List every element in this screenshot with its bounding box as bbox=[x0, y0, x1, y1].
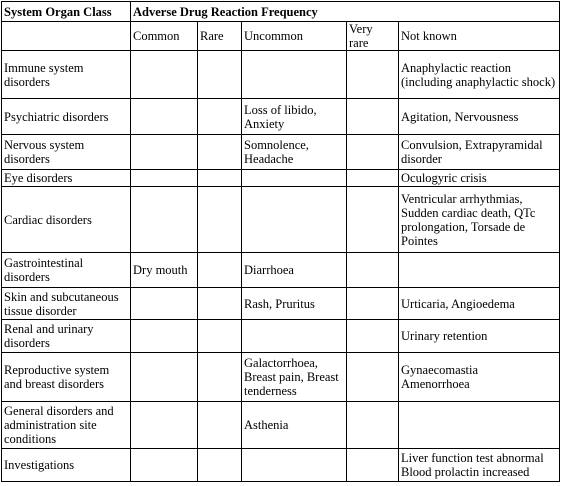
header-uncommon: Uncommon bbox=[242, 22, 347, 51]
very-rare-cell bbox=[347, 170, 399, 187]
common-cell bbox=[131, 135, 198, 170]
soc-cell: Immune system disorders bbox=[2, 51, 131, 99]
header-system-organ-class: System Organ Class bbox=[2, 2, 131, 22]
rare-cell bbox=[198, 320, 242, 353]
very-rare-cell bbox=[347, 320, 399, 353]
table-row bbox=[2, 99, 560, 135]
uncommon-cell bbox=[242, 187, 347, 253]
table-body bbox=[2, 51, 560, 482]
not-known-cell: Liver function test abnormal Blood prolactin increased bbox=[399, 449, 560, 482]
very-rare-cell bbox=[347, 253, 399, 288]
very-rare-cell bbox=[347, 99, 399, 135]
soc-cell: Renal and urinary disorders bbox=[2, 320, 131, 353]
table-row bbox=[2, 187, 560, 253]
rare-cell bbox=[198, 402, 242, 449]
not-known-cell: Urinary retention bbox=[399, 320, 560, 353]
very-rare-cell bbox=[347, 402, 399, 449]
not-known-cell bbox=[399, 402, 560, 449]
very-rare-cell bbox=[347, 187, 399, 253]
table-row bbox=[2, 353, 560, 402]
not-known-cell: Agitation, Nervousness bbox=[399, 99, 560, 135]
header-common: Common bbox=[131, 22, 198, 51]
rare-cell bbox=[198, 353, 242, 402]
common-cell bbox=[131, 449, 198, 482]
header-row-main bbox=[2, 2, 560, 22]
not-known-cell bbox=[399, 253, 560, 288]
common-cell bbox=[131, 320, 198, 353]
common-cell bbox=[131, 51, 198, 99]
very-rare-cell bbox=[347, 353, 399, 402]
header-row-frequencies bbox=[2, 22, 560, 51]
soc-cell: Cardiac disorders bbox=[2, 187, 131, 253]
header-not-known: Not known bbox=[399, 22, 560, 51]
not-known-cell: Convulsion, Extrapyramidal disorder bbox=[399, 135, 560, 170]
uncommon-cell bbox=[242, 320, 347, 353]
uncommon-cell bbox=[242, 449, 347, 482]
header-blank-cell bbox=[2, 22, 131, 51]
uncommon-cell bbox=[242, 51, 347, 99]
common-cell bbox=[131, 288, 198, 320]
table-row bbox=[2, 402, 560, 449]
uncommon-cell: Rash, Pruritus bbox=[242, 288, 347, 320]
header-very-rare: Very rare bbox=[347, 22, 399, 51]
table-row bbox=[2, 253, 560, 288]
not-known-cell: Anaphylactic reaction (including anaphylactic shock) bbox=[399, 51, 560, 99]
rare-cell bbox=[198, 449, 242, 482]
rare-cell bbox=[198, 135, 242, 170]
table-row bbox=[2, 170, 560, 187]
uncommon-cell: Loss of libido, Anxiety bbox=[242, 99, 347, 135]
table-row bbox=[2, 135, 560, 170]
common-cell bbox=[131, 353, 198, 402]
uncommon-cell: Diarrhoea bbox=[242, 253, 347, 288]
table-row bbox=[2, 449, 560, 482]
common-cell bbox=[131, 99, 198, 135]
not-known-cell: Oculogyric crisis bbox=[399, 170, 560, 187]
not-known-cell: Gynaecomastia Amenorrhoea bbox=[399, 353, 560, 402]
header-rare: Rare bbox=[198, 22, 242, 51]
common-cell bbox=[131, 170, 198, 187]
rare-cell bbox=[198, 187, 242, 253]
table-row bbox=[2, 288, 560, 320]
soc-cell: Nervous system disorders bbox=[2, 135, 131, 170]
very-rare-cell bbox=[347, 288, 399, 320]
very-rare-cell bbox=[347, 449, 399, 482]
table-row bbox=[2, 320, 560, 353]
common-cell: Dry mouth bbox=[131, 253, 198, 288]
soc-cell: Reproductive system and breast disorders bbox=[2, 353, 131, 402]
header-frequency-group: Adverse Drug Reaction Frequency bbox=[131, 2, 560, 22]
not-known-cell: Ventricular arrhythmias, Sudden cardiac death, QTc prolongation, Torsade de Pointes bbox=[399, 187, 560, 253]
common-cell bbox=[131, 402, 198, 449]
soc-cell: Skin and subcutaneous tissue disorder bbox=[2, 288, 131, 320]
uncommon-cell: Galactorrhoea, Breast pain, Breast tenderness bbox=[242, 353, 347, 402]
rare-cell bbox=[198, 99, 242, 135]
uncommon-cell bbox=[242, 170, 347, 187]
soc-cell: General disorders and administration site conditions bbox=[2, 402, 131, 449]
not-known-cell: Urticaria, Angioedema bbox=[399, 288, 560, 320]
adverse-reaction-table bbox=[1, 1, 560, 482]
uncommon-cell: Somnolence, Headache bbox=[242, 135, 347, 170]
soc-cell: Investigations bbox=[2, 449, 131, 482]
table-row bbox=[2, 51, 560, 99]
very-rare-cell bbox=[347, 51, 399, 99]
rare-cell bbox=[198, 170, 242, 187]
very-rare-cell bbox=[347, 135, 399, 170]
rare-cell bbox=[198, 253, 242, 288]
rare-cell bbox=[198, 288, 242, 320]
soc-cell: Psychiatric disorders bbox=[2, 99, 131, 135]
uncommon-cell: Asthenia bbox=[242, 402, 347, 449]
common-cell bbox=[131, 187, 198, 253]
soc-cell: Gastrointestinal disorders bbox=[2, 253, 131, 288]
soc-cell: Eye disorders bbox=[2, 170, 131, 187]
rare-cell bbox=[198, 51, 242, 99]
